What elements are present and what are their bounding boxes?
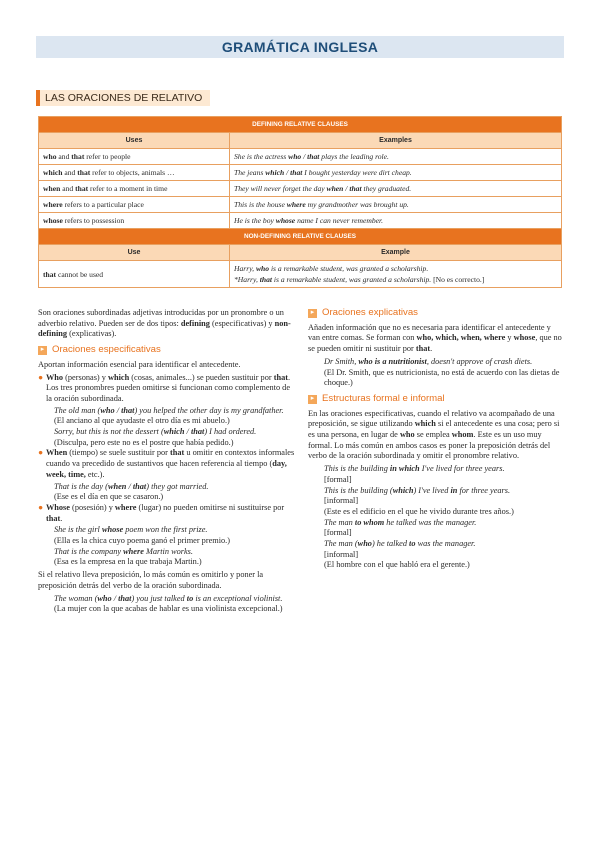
table-subheader-row [39,133,562,149]
example: This is the building (which) I've lived in for three years. [324,485,511,495]
section-title: LAS ORACIONES DE RELATIVO [45,92,203,104]
example: That is the day (when / that) they got married. [54,481,209,491]
register-label: [formal] [324,528,352,538]
col-examples: Examples [230,133,562,149]
page-title: GRAMÁTICA INGLESA [221,39,379,55]
example-cell: They will never forget the day when / that they graduated. [230,181,562,197]
example: The man (who) he talked to was the manager. [324,539,476,549]
bullet-icon: ● [38,502,44,512]
use-cell: which and that refer to objects, animals … [39,165,230,181]
subheading-formal-informal: ▸ Estructuras formal e informal [308,394,562,405]
table-row [39,197,562,213]
example-cell: The jeans which / that I bought yesterday were dirt cheap. [230,165,562,181]
list-item: ● When (tiempo) se suele sustituir por that u omitir en contextos informales cuando va precedido de sustantivos que hacen referencia al tiempo (day, week, time, etc.). [38,448,295,479]
arrow-icon: ▸ [308,309,317,318]
list-item: ● Who (personas) y which (cosas, animales...) se pueden sustituir por that. Los tres pronombres pueden omitirse si funcionan como complemento de la oración subordinada. [38,372,291,403]
section-marker [36,90,40,106]
col-uses: Uses [39,133,230,149]
translation: (Esa es la empresa en la que trabaja Martin.) [54,557,202,567]
table-header-row [39,117,562,133]
relative-clauses-table [38,116,562,288]
use-cell: when and that refer to a moment in time [39,181,230,197]
arrow-icon: ▸ [308,395,317,404]
example: She is the girl whose poem won the first prize. [54,525,208,535]
example-cell: He is the boy whose name I can never remember. [230,213,562,229]
example: That is the company where Martin works. [54,546,193,556]
example-cell: Harry, who is a remarkable student, was granted a scholarship. *Harry, that is a remarkable student, was granted a scholarship. [No es correcto.] [230,261,562,288]
translation: (Disculpa, pero este no es el postre que había pedido.) [54,437,234,447]
nondefining-header: NON-DEFINING RELATIVE CLAUSES [39,229,562,245]
register-label: [informal] [324,549,359,559]
table-header-row [39,229,562,245]
defining-header: DEFINING RELATIVE CLAUSES [39,117,562,133]
example: The man to whom he talked was the manager. [324,517,477,527]
page-title-bar [36,36,564,58]
subheading-especificativas: ▸ Oraciones especificativas [38,345,296,356]
example-cell: This is the house where my grandmother was brought up. [230,197,562,213]
register-label: [formal] [324,474,352,484]
example: Dr Smith, who is a nutritionist, doesn't approve of crash diets. [324,356,533,366]
bullet-icon: ● [38,448,44,458]
col-example: Example [230,245,562,261]
example-cell: She is the actress who / that plays the leading role. [230,149,562,165]
table-row [39,261,562,288]
use-cell: that cannot be used [39,261,230,288]
table-subheader-row [39,245,562,261]
paragraph: Aportan información esencial para identificar el antecedente. [38,359,241,369]
translation: (El Dr. Smith, que es nutricionista, no está de acuerdo con las dietas de choque.) [324,367,560,388]
translation: (El anciano al que ayudaste el otro día es mi abuelo.) [54,416,230,426]
use-cell: whose refers to possession [39,213,230,229]
list-item: ● Whose (posesión) y where (lugar) no pueden omitirse ni sustituirse por that. [38,502,285,523]
table-row [39,165,562,181]
bullet-icon: ● [38,372,44,382]
translation: (Ese es el día en que se casaron.) [54,492,164,502]
paragraph: En las oraciones especificativas, cuando el relativo va acompañado de una preposición, se sigue utilizando which si el antecedente es una cosa; pero si es una persona, en lugar de who se emplea whom. Este es un uso muy formal. Lo más común en ambos casos es poner la preposición detrás del verbo de la oración subordinada y omitir el pronombre relativo. [308,408,560,461]
paragraph: Si el relativo lleva preposición, lo más común es omitirlo y poner la preposición detrás del verbo de la oración subordinada. [38,570,264,590]
left-column [38,308,296,615]
paragraph: Añaden información que no es necesaria para identificar el antecedente y van entre comas. Se forman con who, which, when, where y whose, que no se pueden omitir ni sustituir por that. [308,322,562,354]
register-label: [informal] [324,496,359,506]
translation: (La mujer con la que acabas de hablar es una violinista excepcional.) [54,604,283,614]
subheading-explicativas: ▸ Oraciones explicativas [308,308,562,319]
translation: (Este es el edificio en el que he vivido durante tres años.) [324,506,514,516]
table-row [39,181,562,197]
translation: (Ella es la chica cuyo poema ganó el primer premio.) [54,536,231,546]
example: The old man (who / that) you helped the other day is my grandfather. [54,405,284,415]
arrow-icon: ▸ [38,346,47,355]
table-row [39,149,562,165]
right-column [308,308,562,571]
col-use: Use [39,245,230,261]
example: Sorry, but this is not the dessert (which / that) I had ordered. [54,427,257,437]
example: The woman (who / that) you just talked to is an exceptional violinist. [54,593,283,603]
use-cell: where refers to a particular place [39,197,230,213]
section-heading [36,90,210,106]
translation: (El hombre con el que habló era el gerente.) [324,560,470,570]
use-cell: who and that refer to people [39,149,230,165]
table-row [39,213,562,229]
example: This is the building in which I've lived for three years. [324,464,505,474]
intro-paragraph: Son oraciones subordinadas adjetivas introducidas por un pronombre o un adverbio relativo. Pueden ser de dos tipos: defining (especificativas) y non-defining (explicativas). [38,308,291,339]
